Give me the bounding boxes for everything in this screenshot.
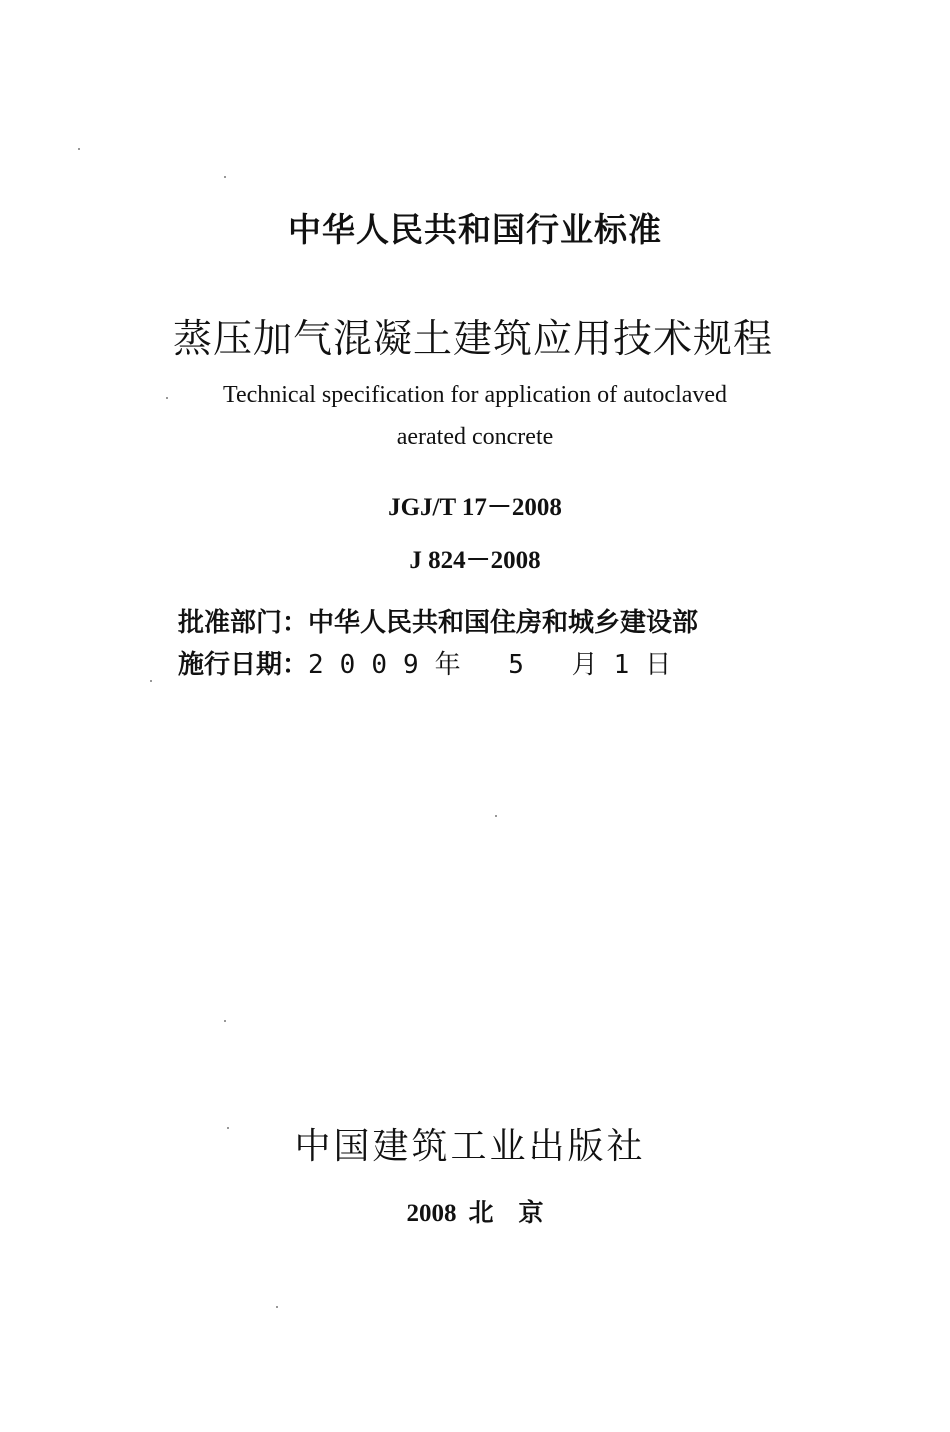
standard-type-heading: 中华人民共和国行业标准 (288, 210, 662, 249)
publication-year-place (0, 1193, 950, 1229)
publication-city: 北 京 (468, 1200, 544, 1227)
document-title-english-line-2: aerated concrete (396, 424, 554, 450)
scan-speck (78, 148, 80, 150)
effective-date-value: 2009年 5 月1日 (308, 650, 688, 680)
document-title-chinese: 蒸压加气混凝土建筑应用技术规程 (172, 317, 773, 362)
publisher-name: 中国建筑工业出版社 (294, 1126, 646, 1167)
approval-department-label: 批准部门： (178, 608, 309, 638)
publication-year: 2008 (406, 1200, 457, 1227)
document-title-english-line-1: Technical specification for application of autoclaved (222, 382, 728, 408)
scan-speck (227, 1127, 229, 1129)
scan-speck (276, 1306, 278, 1308)
effective-date-label: 施行日期： (178, 650, 309, 680)
standard-number: JGJ/T 17－2008 (388, 494, 562, 521)
scan-speck (224, 1020, 226, 1022)
approval-department-value: 中华人民共和国住房和城乡建设部 (308, 608, 699, 638)
scan-speck (150, 680, 152, 682)
scan-speck (224, 176, 226, 178)
approval-department-row (178, 602, 698, 639)
effective-date-row (178, 644, 687, 681)
scan-speck (495, 815, 497, 817)
record-number: J 824－2008 (409, 547, 541, 574)
scan-speck (166, 397, 168, 399)
